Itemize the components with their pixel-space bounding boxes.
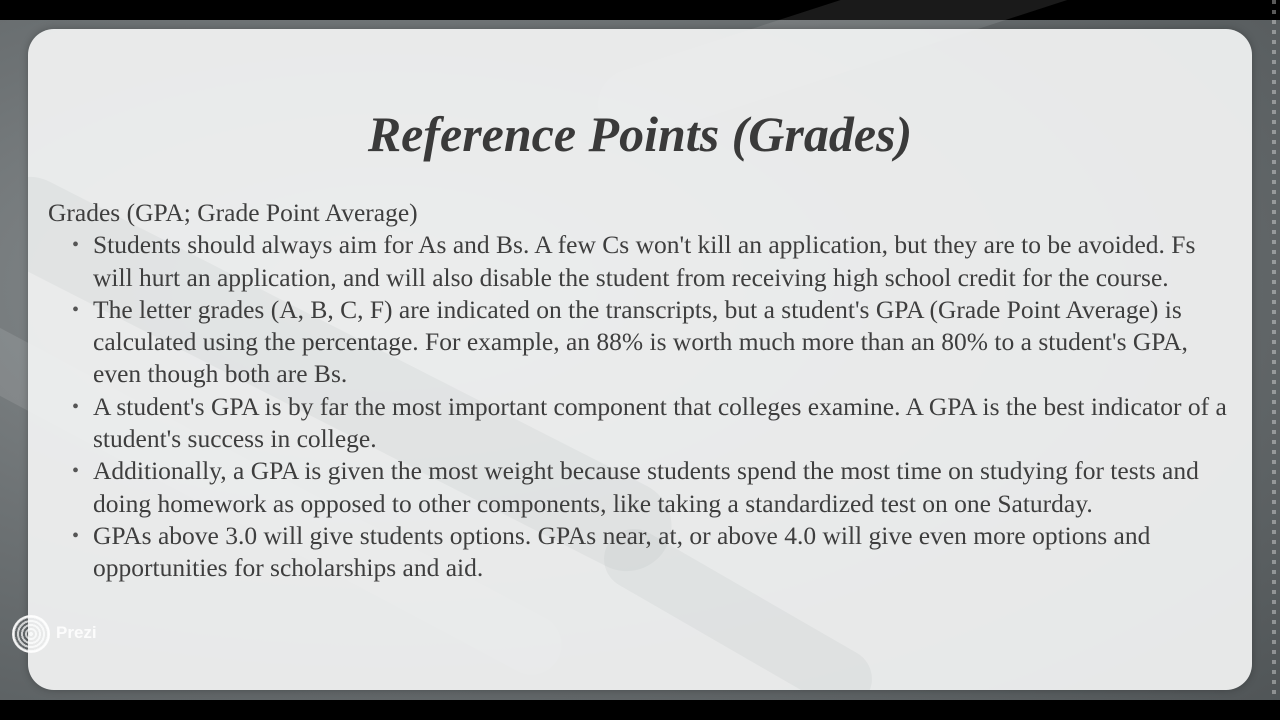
list-item: [72, 391, 1238, 456]
list-item: [72, 229, 1238, 294]
bullet-icon: •: [72, 298, 80, 321]
bullet-icon: •: [72, 234, 80, 257]
bullet-text: GPAs above 3.0 will give students options. GPAs near, at, or above 4.0 will give even more options and opportunities for scholarships and aid.: [93, 520, 1151, 583]
bullet-text: Additionally, a GPA is given the most weight because students spend the most time on studying for tests and doing homework as opposed to other components, like taking a standardized test on one Saturday.: [93, 456, 1199, 518]
bullet-icon: •: [72, 395, 80, 418]
slide-body: [48, 197, 1238, 585]
prezi-logo-icon: [12, 615, 50, 653]
bullet-icon: •: [72, 524, 80, 547]
bullet-list: [48, 229, 1238, 584]
edge-indicator: [1272, 0, 1276, 720]
bullet-text: Students should always aim for As and Bs. A few Cs won't kill an application, but they are to be avoided. Fs will hurt an application, and will also disable the student from receiving high school credit for the course.: [93, 230, 1196, 292]
list-item: [72, 455, 1238, 520]
bullet-text: A student's GPA is by far the most important component that colleges examine. A GPA is the best indicator of a student's success in college.: [93, 391, 1227, 454]
prezi-logo[interactable]: [12, 614, 97, 654]
slide-title: Reference Points (Grades): [367, 106, 913, 162]
letterbox-top: [0, 0, 1280, 20]
slide-card: [28, 29, 1252, 690]
bullet-text: The letter grades (A, B, C, F) are indicated on the transcripts, but a student's GPA (Grade Point Average) is calculated using the percentage. For example, an 88% is worth much more than an 80% to a student's GPA, even though both are Bs.: [93, 294, 1188, 389]
lead-heading: Grades (GPA; Grade Point Average): [48, 198, 418, 227]
logo-text: Prezi: [56, 623, 97, 642]
list-item: [72, 294, 1238, 391]
list-item: [72, 520, 1238, 585]
bullet-icon: •: [72, 460, 80, 483]
letterbox-bottom: [0, 700, 1280, 720]
